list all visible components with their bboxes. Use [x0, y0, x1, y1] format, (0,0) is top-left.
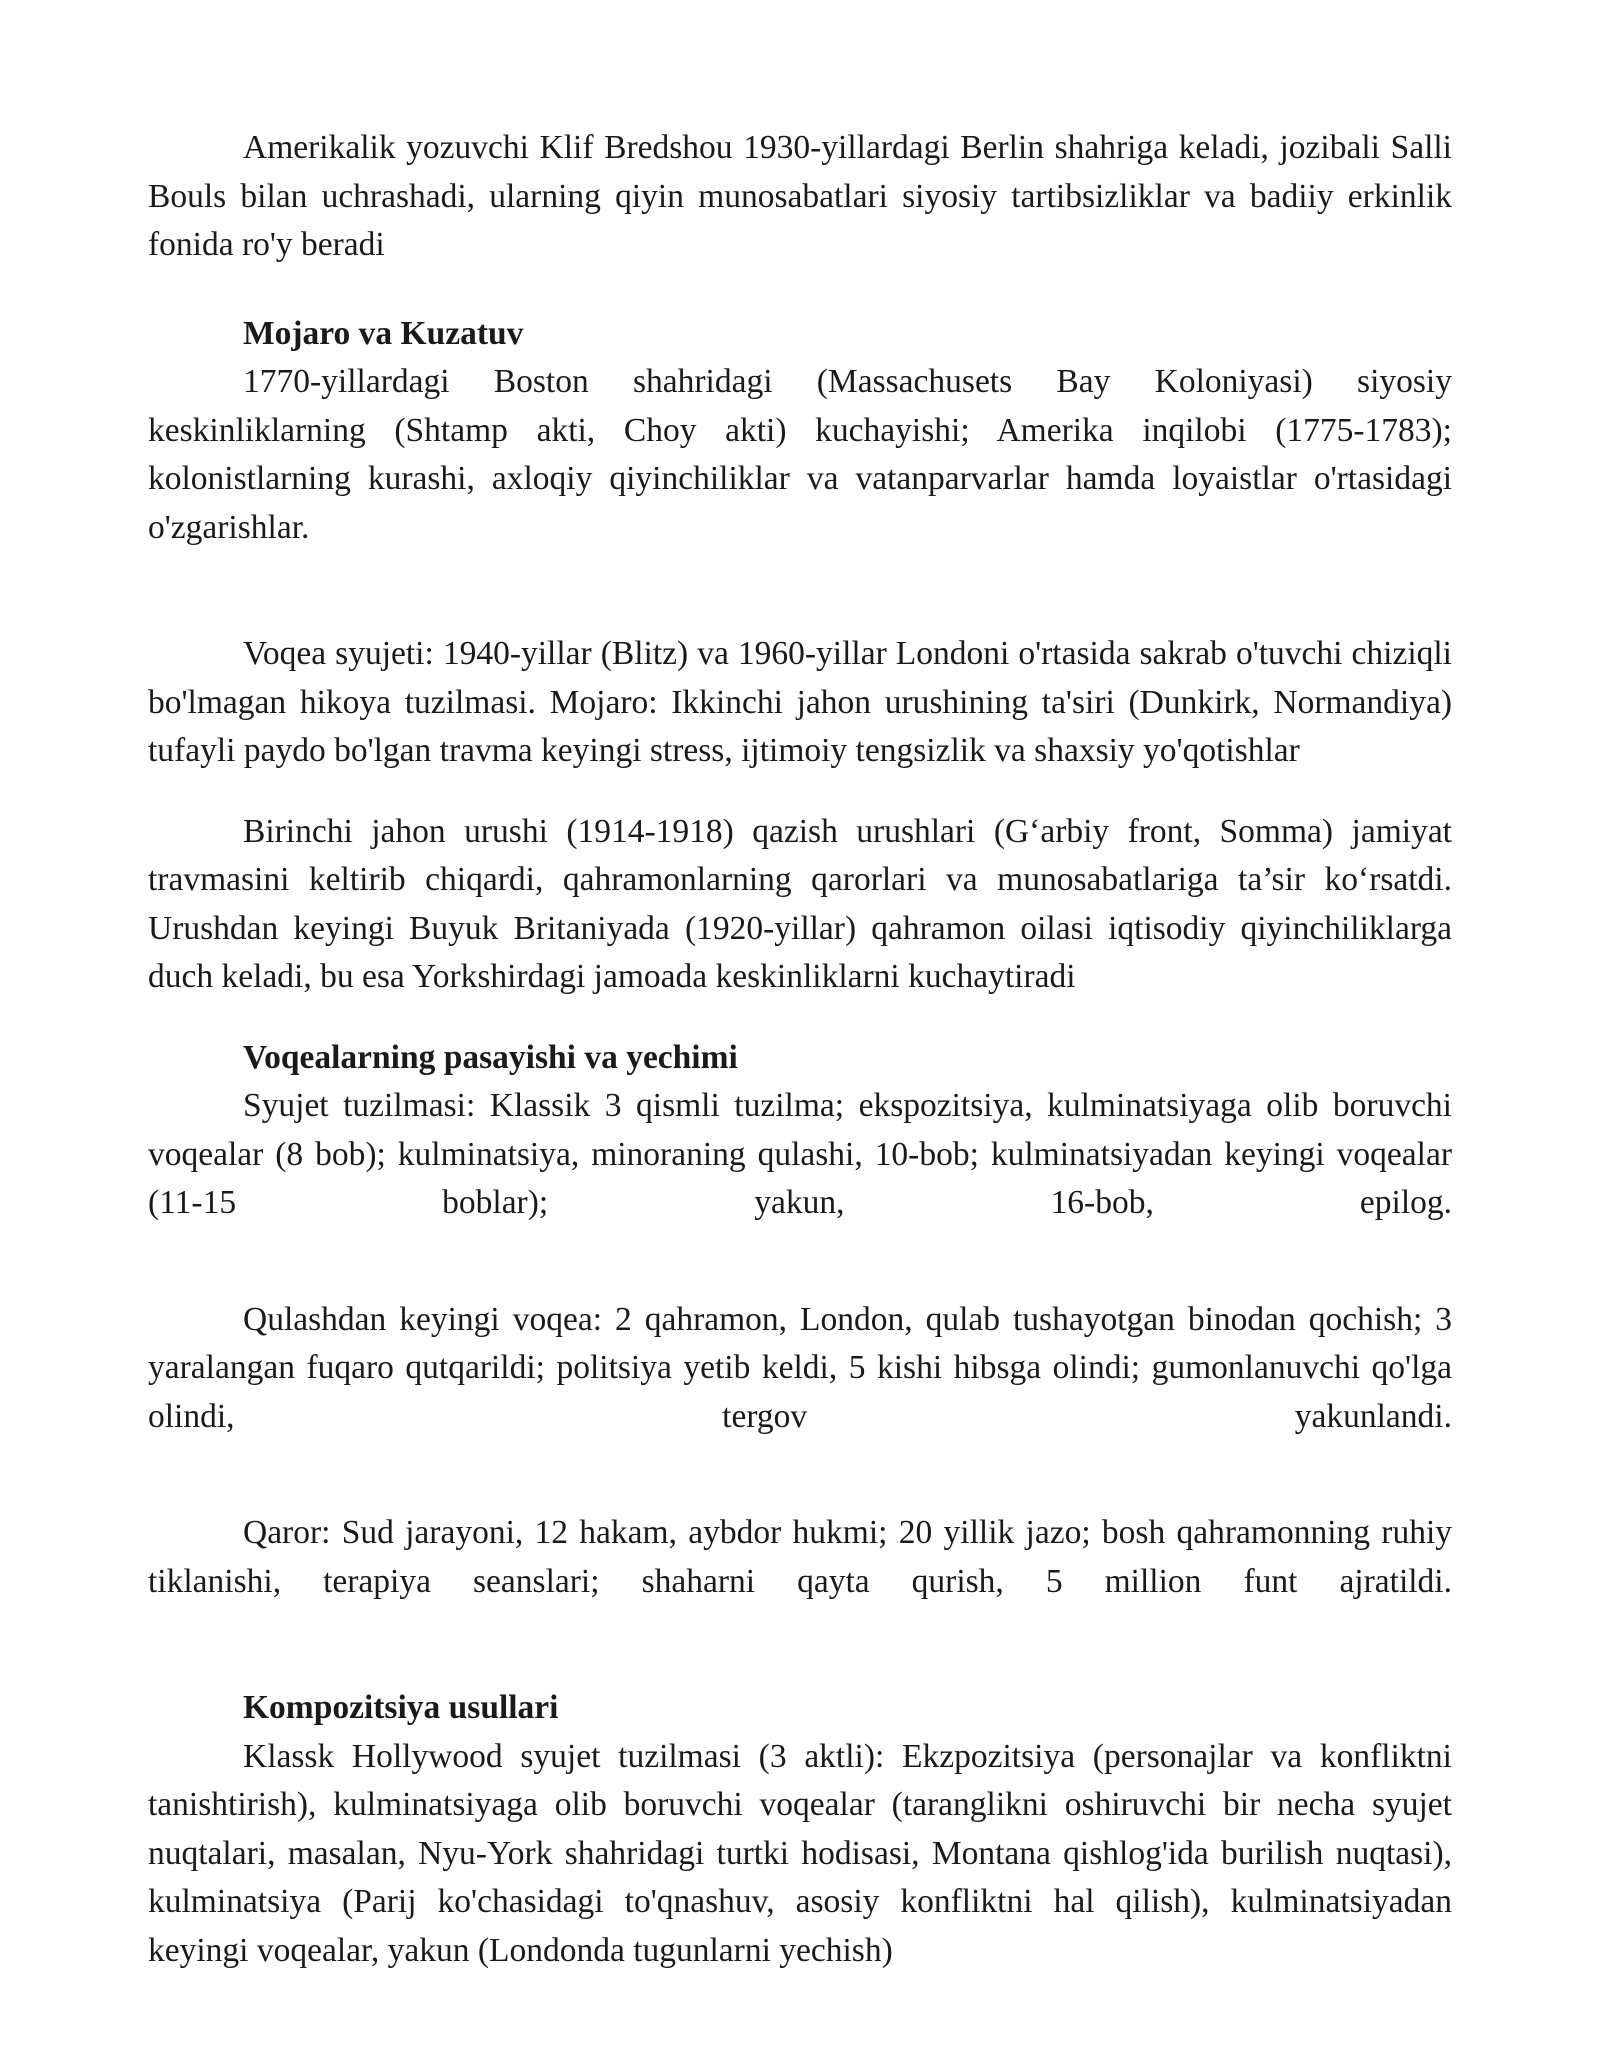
paragraph-ww1-trenches: Birinchi jahon urushi (1914-1918) qazish urushlari (G‘arbiy front, Somma) jamiyat travmasini keltirib chiqardi, qahramonlarning qarorlari va munosabatlariga ta’sir ko‘rsatdi. Urushdan keyingi Buyuk Britaniyada (1920-yillar) qahramon oilasi iqtisodiy qiyinchiliklarga duch keladi, bu esa Yorkshirdagi jamoada keskinliklarni kuchaytiradi	[148, 812, 1452, 995]
paragraph-hollywood-structure: Klassk Hollywood syujet tuzilmasi (3 aktli): Ekzpozitsiya (personajlar va konfliktni tanishtirish), kulminatsiyaga olib boruvchi voqealar (taranglikni oshiruvchi bir necha syujet nuqtalari, masalan, Nyu-York shahridagi turtki hodisasi, Montana qishlog'ida burilish nuqtasi), kulminatsiya (Parij ko'chasidagi to'qnashuv, asosiy konfliktni hal qilish), kulminatsiyadan keyingi voqealar, yakun (Londonda tugunlarni yechish)	[148, 1737, 1452, 1969]
paragraph-london-plot: Voqea syujeti: 1940-yillar (Blitz) va 1960-yillar Londoni o'rtasida sakrab o'tuvchi chiziqli bo'lmagan hikoya tuzilmasi. Mojaro: Ikkinchi jahon urushining ta'siri (Dunkirk, Normandiya) tufayli paydo bo'lgan travma keyingi stress, ijtimoiy tengsizlik va shaxsiy yo'qotishlar	[148, 635, 1452, 769]
spacer	[148, 270, 1452, 310]
heading-composition-methods: Kompozitsiya usullari	[243, 1689, 559, 1726]
spacer	[148, 552, 1452, 630]
paragraph-boston-1770s: 1770-yillardagi Boston shahridagi (Massachusets Bay Koloniyasi) siyosiy keskinliklarning (Shtamp akti, Choy akti) kuchayishi; Amerika inqilobi (1775-1783); kolonistlarning kurashi, axloqiy qiyinchiliklar va vatanparvarlar hamda loyaistlar o'rtasidagi o'zgarishlar.	[148, 363, 1452, 546]
spacer	[148, 1228, 1452, 1296]
heading-conflict-observation: Mojaro va Kuzatuv	[243, 314, 524, 352]
paragraph-verdict: Qaror: Sud jarayoni, 12 hakam, aybdor hukmi; 20 yillik jazo; bosh qahramonning ruhiy tiklanishi, terapiya seanslari; shaharni qayta qurish, 5 million funt ajratildi.	[148, 1514, 1452, 1600]
spacer	[148, 1606, 1452, 1684]
spacer	[148, 1441, 1452, 1509]
spacer	[148, 1002, 1452, 1034]
document-page	[148, 124, 1452, 1975]
spacer	[148, 776, 1452, 808]
paragraph-cabaret-synopsis: Amerikalik yozuvchi Klif Bredshou 1930-yillardagi Berlin shahriga keladi, jozibali Salli Bouls bilan uchrashadi, ularning qiyin munosabatlari siyosiy tartibsizliklar va badiiy erkinlik fonida ro'y beradi	[148, 129, 1452, 263]
paragraph-plot-structure: Syujet tuzilmasi: Klassik 3 qismli tuzilma; ekspozitsiya, kulminatsiyaga olib boruvchi voqealar (8 bob); kulminatsiya, minoraning qulashi, 10-bob; kulminatsiyadan keyingi voqealar (11-15 boblar); yakun, 16-bob, epilog.	[148, 1087, 1452, 1221]
heading-falling-action-resolution: Voqealarning pasayishi va yechimi	[243, 1038, 738, 1076]
paragraph-after-collapse: Qulashdan keyingi voqea: 2 qahramon, London, qulab tushayotgan binodan qochish; 3 yaralangan fuqaro qutqarildi; politsiya yetib keldi, 5 kishi hibsga olindi; gumonlanuvchi qo'lga olindi, tergov yakunlandi.	[148, 1300, 1452, 1435]
